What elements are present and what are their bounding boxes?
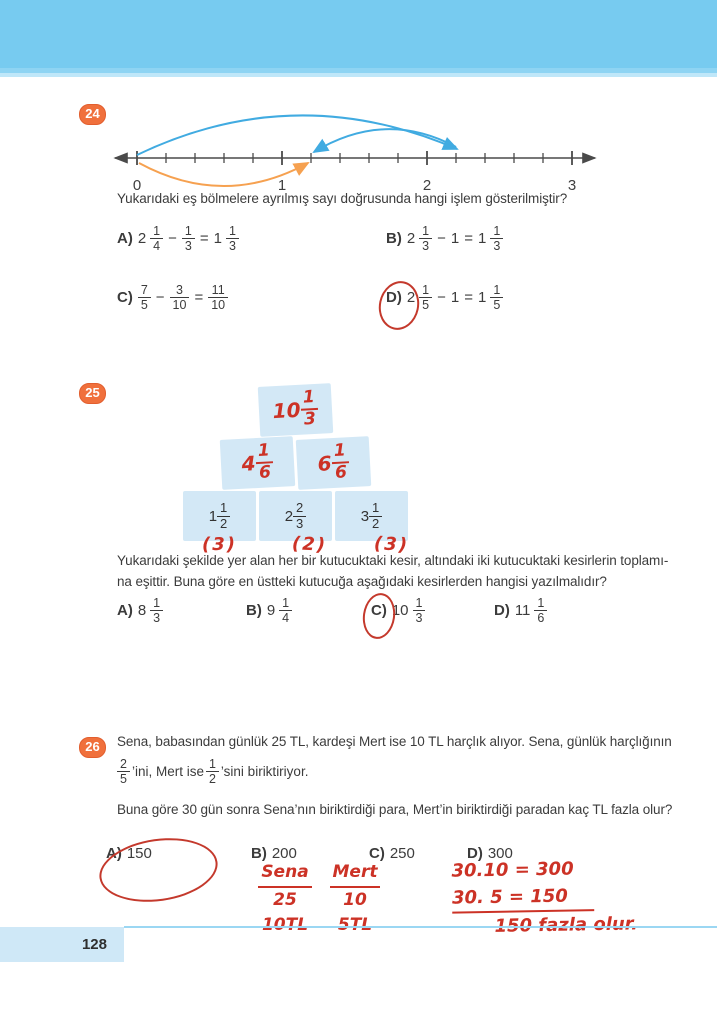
pyramid-row-1 <box>183 385 408 435</box>
question-24-badge: 24 <box>79 104 106 125</box>
number-line-label-2: 2 <box>422 177 432 194</box>
pyramid-box-bottom-1: 1 $\frac{1}{2}$ <box>183 491 256 541</box>
option-letter: A) <box>106 845 122 862</box>
option-expression: 2 $\frac{1}{4}$ − $\frac{1}{3}$ = 1 $\frac{1}{3}$ <box>138 224 239 254</box>
option-expression: 9 $\frac{1}{4}$ <box>267 596 292 626</box>
option-letter: D) <box>467 845 483 862</box>
option-expression: 2 $\frac{1}{5}$ − 1 = 1 $\frac{1}{5}$ <box>407 283 503 313</box>
pyramid-box-mid-left: 4 $\frac{1}{6}$ <box>220 436 296 490</box>
option-letter: A) <box>117 602 133 620</box>
pyramid-box-top: 10 $\frac{1}{3}$ <box>258 383 334 437</box>
hw-calc-result: 150 fazla olur. <box>494 913 639 937</box>
option-expression: $\frac{7}{5}$ − $\frac{3}{10}$ = $\frac{11}{10}$ <box>138 283 228 313</box>
option-letter: A) <box>117 230 133 248</box>
option-letter: C) <box>371 602 387 620</box>
arc-jump-forward <box>137 115 457 155</box>
option-value: 250 <box>389 845 415 862</box>
option-expression: 2 $\frac{1}{3}$ − 1 = 1 $\frac{1}{3}$ <box>407 224 503 254</box>
fraction-pyramid <box>183 385 408 555</box>
note-denominator-1: (3) <box>202 534 237 555</box>
note-denominator-2: (2) <box>291 533 328 556</box>
option-expression: 11 $\frac{1}{6}$ <box>515 596 548 626</box>
q26-answer-circle <box>95 831 221 909</box>
pyramid-box-bottom-3: 3 $\frac{1}{2}$ <box>335 491 408 541</box>
page-header-band <box>0 0 717 77</box>
q25-stem-line2: na eşittir. Buna göre en üstteki kutucuğa aşağıdaki kesirlerden hangisi yazılmalıdır? <box>117 574 607 589</box>
hw-mert-title: Mert <box>330 860 381 888</box>
pyramid-box-bottom-2: 2 $\frac{2}{3}$ <box>259 491 332 541</box>
option-expression: 10 $\frac{1}{3}$ <box>392 596 426 626</box>
option-expression: 8 $\frac{1}{3}$ <box>138 596 163 626</box>
option-value: 150 <box>126 845 152 862</box>
q26-stem-line1: Sena, babasından günlük 25 TL, kardeşi Mert ise 10 TL harçlık alıyor. Sena, günlük harçlığının <box>117 734 672 749</box>
q26-stem-question: Buna göre 30 gün sonra Sena’nın biriktirdiği para, Mert’in biriktirdiği paradan kaç TL fazla olur? <box>117 802 673 817</box>
footer-divider-line <box>124 926 717 928</box>
pyramid-box-mid-right: 6 $\frac{1}{6}$ <box>296 436 372 490</box>
number-line-label-3: 3 <box>567 177 577 194</box>
hw-sena-daily: 25 <box>273 890 297 910</box>
question-25-badge: 25 <box>79 383 106 404</box>
q25-option-d <box>494 596 547 626</box>
pyramid-row-2 <box>183 438 408 488</box>
number-line-label-1: 1 <box>277 177 287 194</box>
option-letter: B) <box>251 845 267 862</box>
option-letter: D) <box>386 289 402 307</box>
option-letter: C) <box>369 845 385 862</box>
option-letter: B) <box>386 230 402 248</box>
option-value: 300 <box>487 845 513 862</box>
q25-option-b <box>246 596 292 626</box>
q25-option-a <box>117 596 163 626</box>
note-denominator-3: (3) <box>373 533 410 556</box>
q25-stem-line1: Yukarıdaki şekilde yer alan her bir kutucuktaki kesir, altındaki iki kutucuktaki kesirlerin toplamı- <box>117 553 669 568</box>
q24-option-b <box>386 224 503 254</box>
number-line-label-0: 0 <box>132 177 142 194</box>
hw-sena-title: Sena <box>258 860 311 888</box>
hw-calc-line2: 30. 5 = 150 <box>452 882 594 913</box>
hw-calc-line1: 30.10 = 300 <box>451 858 574 882</box>
option-letter: D) <box>494 602 510 620</box>
hw-mert-saved: 5TL <box>337 915 373 935</box>
hw-mert-daily: 10 <box>343 890 367 910</box>
question-26-badge: 26 <box>79 737 106 758</box>
page-number: 128 <box>81 936 107 953</box>
q24-stem: Yukarıdaki eş bölmelere ayrılmış sayı doğrusunda hangi işlem gösterilmiştir? <box>117 191 568 206</box>
q24-option-c <box>117 283 228 313</box>
q24-option-a <box>117 224 239 254</box>
q26-stem-line2: $\frac{2}{5}$ ’ini, Mert ise $\frac{1}{2}$ ’sini biriktiriyor. <box>117 757 308 787</box>
hw-sena-saved: 10TL <box>261 915 309 935</box>
option-letter: B) <box>246 602 262 620</box>
option-letter: C) <box>117 289 133 307</box>
page-number-box <box>0 927 124 962</box>
option-value: 200 <box>271 845 297 862</box>
